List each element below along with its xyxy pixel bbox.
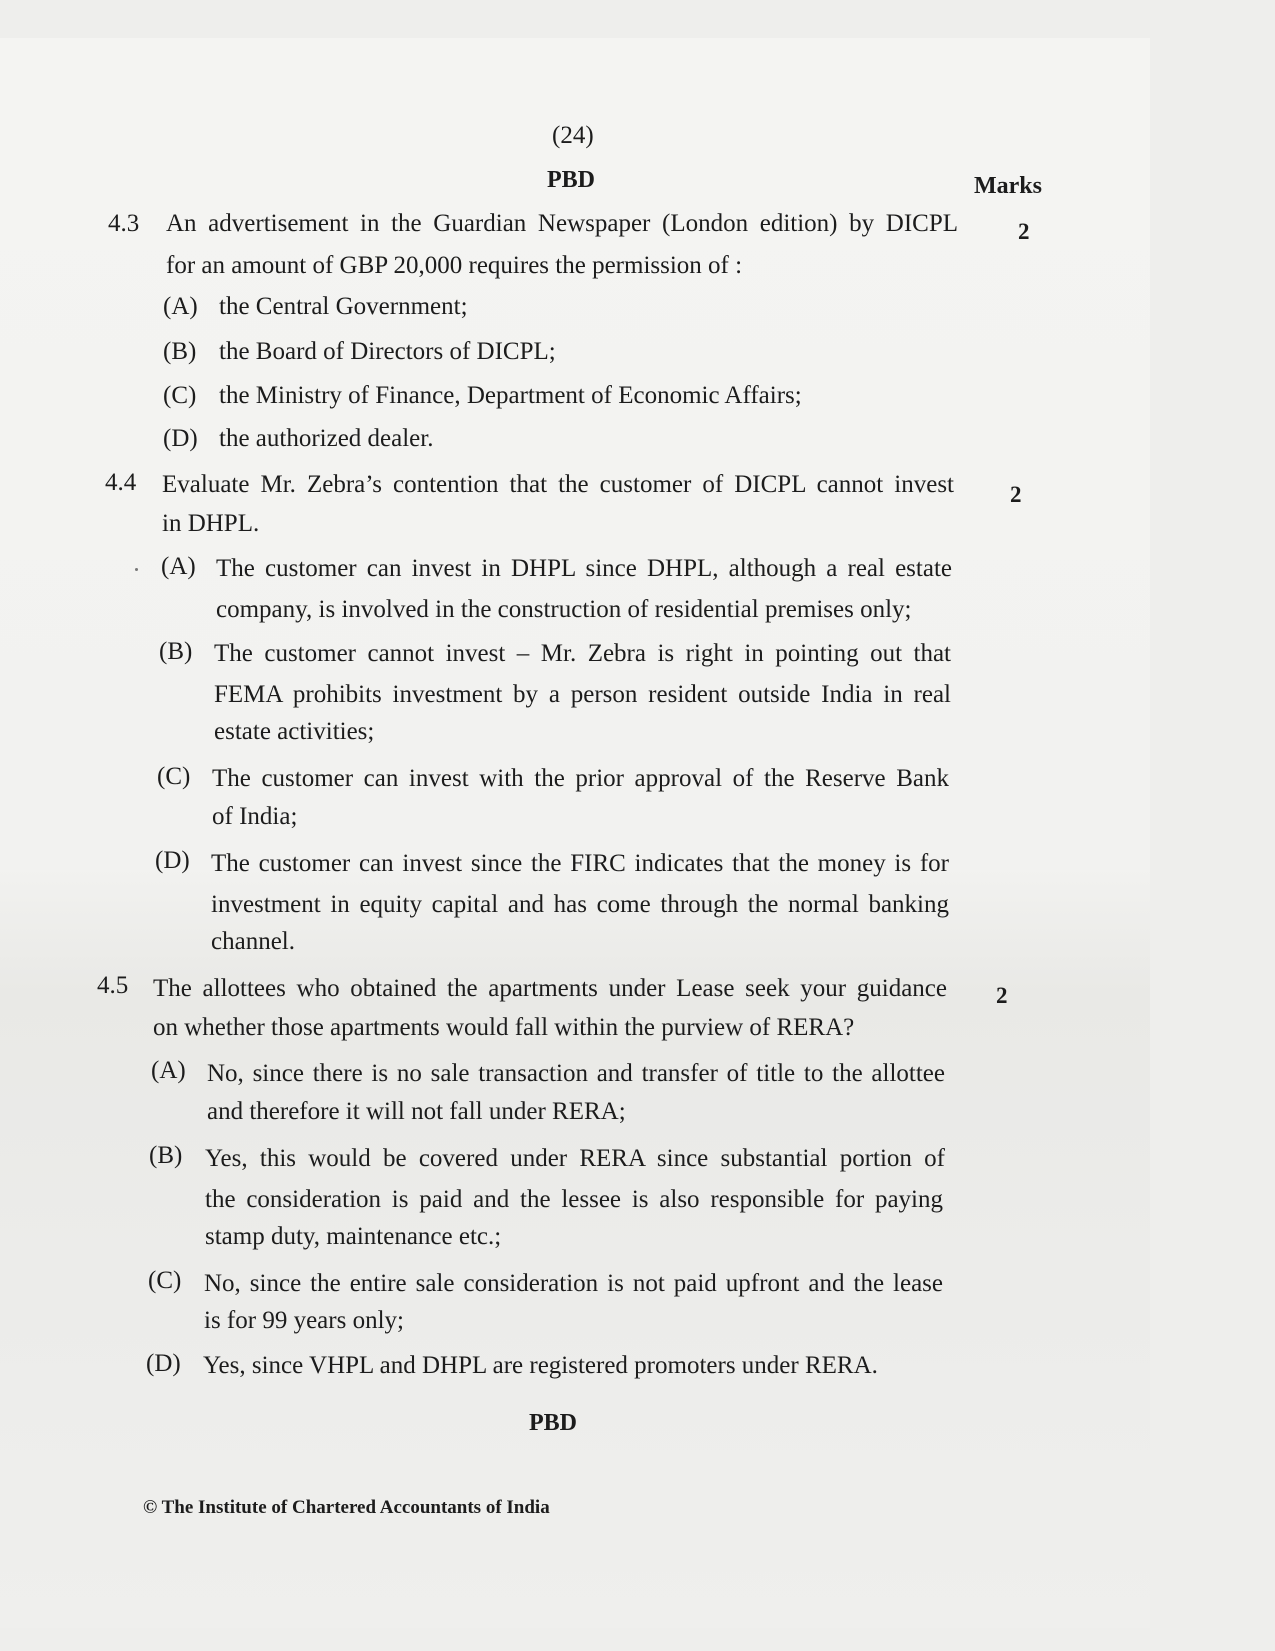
page-number: (24) [552, 122, 594, 149]
option-label: (B) [159, 638, 193, 665]
option-label: (D) [146, 1350, 181, 1377]
question-stem-line: in DHPL. [162, 510, 260, 537]
option-text: company, is involved in the construction of residential premises only; [216, 596, 912, 623]
option-text: No, since there is no sale transaction and transfer of title to the allottee [207, 1060, 945, 1087]
option-text: No, since the entire sale consideration is not paid upfront and the lease [204, 1270, 943, 1297]
option-label: (D) [155, 847, 190, 874]
option-text: is for 99 years only; [204, 1307, 404, 1334]
option-text: channel. [211, 928, 295, 955]
option-text: the Ministry of Finance, Department of Economic Affairs; [219, 382, 802, 409]
option-text: and therefore it will not fall under RERA; [207, 1098, 626, 1125]
paper-code-header: PBD [547, 167, 595, 193]
option-label: (C) [148, 1267, 182, 1294]
scan-speck [135, 568, 138, 571]
option-label: (A) [151, 1057, 186, 1084]
option-label: (C) [157, 763, 191, 790]
copyright-notice: © The Institute of Chartered Accountants of India [143, 1497, 550, 1518]
option-text: the Central Government; [219, 293, 468, 320]
paper-code-footer: PBD [529, 1410, 577, 1436]
option-text: investment in equity capital and has come through the normal banking [211, 891, 949, 918]
option-label: (B) [149, 1142, 183, 1169]
option-text: the consideration is paid and the lessee is also responsible for paying [205, 1186, 943, 1213]
question-stem-line: Evaluate Mr. Zebra’s contention that the customer of DICPL cannot invest [162, 471, 954, 498]
question-stem-line: on whether those apartments would fall within the purview of RERA? [153, 1014, 855, 1041]
question-number: 4.4 [105, 469, 137, 496]
option-text: Yes, this would be covered under RERA since substantial portion of [205, 1145, 945, 1172]
option-text: The customer can invest in DHPL since DHPL, although a real estate [216, 555, 952, 582]
option-text: The customer can invest since the FIRC indicates that the money is for [211, 850, 949, 877]
option-text: The customer cannot invest – Mr. Zebra is right in pointing out that [214, 640, 951, 667]
question-number: 4.3 [108, 210, 140, 237]
option-label: (A) [163, 293, 198, 320]
option-text: Yes, since VHPL and DHPL are registered promoters under RERA. [203, 1352, 878, 1379]
marks-column-heading: Marks [974, 173, 1042, 199]
question-stem-line: for an amount of GBP 20,000 requires the permission of : [166, 252, 743, 279]
question-marks: 2 [1018, 219, 1030, 244]
option-text: FEMA prohibits investment by a person resident outside India in real [214, 681, 951, 708]
option-label: (C) [163, 382, 197, 409]
option-text: stamp duty, maintenance etc.; [205, 1223, 502, 1250]
question-stem-line: The allottees who obtained the apartments under Lease seek your guidance [153, 975, 947, 1002]
question-stem-line: An advertisement in the Guardian Newspaper (London edition) by DICPL [166, 210, 958, 237]
option-text: the Board of Directors of DICPL; [219, 338, 556, 365]
question-marks: 2 [1010, 482, 1022, 507]
option-label: (A) [161, 553, 196, 580]
option-text: The customer can invest with the prior approval of the Reserve Bank [212, 765, 949, 792]
option-text: of India; [212, 803, 298, 830]
option-label: (D) [163, 425, 198, 452]
option-text: the authorized dealer. [219, 425, 434, 452]
question-number: 4.5 [97, 972, 129, 999]
option-text: estate activities; [214, 718, 375, 745]
option-label: (B) [163, 338, 197, 365]
question-marks: 2 [996, 983, 1008, 1008]
